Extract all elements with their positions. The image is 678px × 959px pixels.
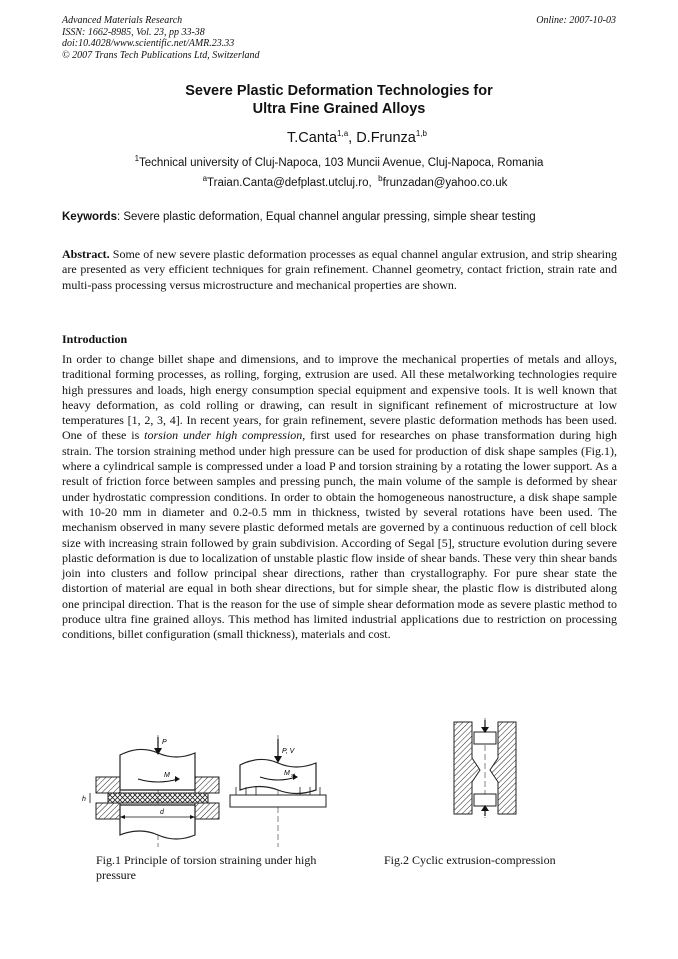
affiliation-sup: 1 [134,154,140,164]
figure-2-extrusion-diagram [450,718,520,818]
introduction-heading: Introduction [62,332,128,346]
intro-text-part1: In order to change billet shape and dimensions, and to improve the mechanical properties of metals and alloys, traditional forming processes, as rolling, forging, extrusion are used. All these metalworking technologies require high pressures and loads, high energy consumption special equipment and expensive tools. It is well known that heavy deformation, as cold rolling or drawing, can result in significant refinement of microstructure at low temperatures [1, 2, 3, 4]. In recent years, for grain refinement, severe plastic deformation methods has been used. One of these is [62,352,617,443]
author-frunza: D.Frunza [356,130,416,146]
fig1-label-pv: P, V [282,748,295,755]
author-canta: T.Canta [287,130,338,146]
intro-text-italic: torsion under high compression [144,428,303,443]
keywords [62,211,622,223]
email-a-sup: a [202,174,208,184]
affiliation [0,154,678,169]
fig1-label-p: P [162,739,167,746]
journal-doi: doi:10.4028/www.scientific.net/AMR.23.33 [62,38,235,49]
fig1-right-assembly [230,735,326,847]
journal-copyright: © 2007 Trans Tech Publications Ltd, Switzerland [62,49,260,61]
email-frunza: frunzadan@yahoo.co.uk [382,177,508,189]
affiliation-text: Technical university of Cluj-Napoca, 103 Muncii Avenue, Cluj-Napoca, Romania [139,157,544,169]
author-separator: , [348,130,357,146]
keywords-label: Keywords [62,211,117,223]
fig1-left-assembly [82,735,219,847]
author-list [0,130,678,146]
intro-text-part2: , first used for researches on phase transformation during high strain. The torsion straining method under high pressure can be used for production of disk shape samples (Fig.1), where a cylindrical sample is compressed under a load P and torsion straining by a rotating the lower support. As a result of friction force between samples and pressing punch, the main volume of the sample is deformed by shear under hydrostatic compression conditions. In order to obtain the homogeneous nanostructure, a disk shape sample with 10-20 mm in diameter and 0.2-0.5 mm in thickness, twisted by several rotations have been used. The mechanism observed in many severe plastic deformed metals are governed by a continuous reduction of cell block size with increasing strain followed by grain subdivision. According of Segal [5], structure evolution during severe plastic deformation is due to localization of unstable plastic flow inside of shear bands. These very thin shear bands join into clusters and follow principal shear directions, rather than crystallography. For pure shear state the distortion of material are equal in both shear directions, but for simple shear, the plastic flow is distributed along one principal direction. That is the reason for the use of simple shear deformation mode as severe plastic method to produce ultra fine grained alloys. This method has limited industrial applications due to restriction on processing conditions, billet configuration (small thickness), materials and cost. [62,428,617,642]
fig1-label-mst-sub: st [291,773,295,779]
email-canta: Traian.Canta@defplast.utcluj.ro, [207,177,372,189]
keywords-text: : Severe plastic deformation, Equal channel angular pressing, simple shear testing [116,211,536,223]
paper-title-line1: Severe Plastic Deformation Technologies for [185,83,493,99]
fig1-label-mst: M [284,770,290,777]
author-canta-sup: 1,a [337,129,349,139]
email-b-sup: b [378,174,383,184]
figure-1-caption: Fig.1 Principle of torsion straining under high pressure [96,853,317,882]
paper-title-line2: Ultra Fine Grained Alloys [252,101,426,117]
figure-2-caption: Fig.2 Cyclic extrusion-compression [384,853,556,867]
fig1-label-m: M [164,772,170,779]
introduction-body [62,352,617,643]
journal-name: Advanced Materials Research [62,15,183,26]
email-line [0,174,678,189]
abstract [62,247,617,293]
journal-issn: ISSN: 1662-8985, Vol. 23, pp 33-38 [62,26,205,38]
online-date: Online: 2007-10-03 [536,15,616,26]
journal-header [62,15,616,61]
fig1-label-h: h [82,796,86,803]
author-frunza-sup: 1,b [415,129,427,139]
abstract-text: Some of new severe plastic deformation processes as equal channel angular extrusion, and strip shearing are presented as very efficient techniques for grain refinement. Channel geometry, contact friction, strain rate and multi-pass processing versus microstructure and mechanical properties are shown. [62,247,617,292]
fig1-label-d: d [160,809,164,816]
abstract-label: Abstract. [62,247,110,261]
figure-1-torsion-diagram [80,735,340,847]
